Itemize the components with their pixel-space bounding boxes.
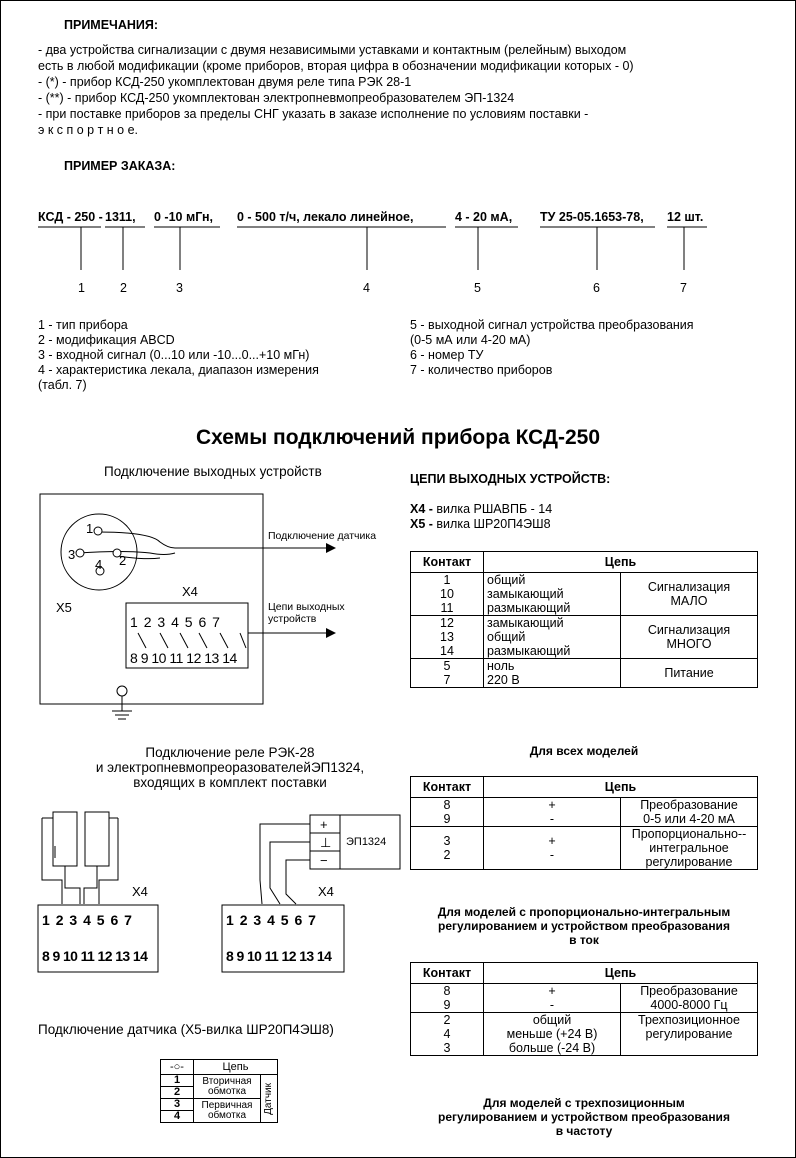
x4-pin: 14 bbox=[316, 948, 332, 964]
x5-label: X5 bbox=[56, 600, 72, 615]
text-line: МАЛО bbox=[670, 594, 708, 608]
text-line: 11 bbox=[440, 601, 454, 615]
x4-pin: 13 bbox=[204, 650, 219, 666]
table-3pos-models bbox=[410, 962, 758, 1056]
x4-pin: 4 bbox=[171, 614, 180, 630]
text-line: Сигнализация bbox=[647, 580, 731, 594]
text-line: общий bbox=[487, 630, 526, 644]
text-line: + bbox=[548, 834, 556, 848]
circuits-arrow-line: устройств bbox=[268, 613, 317, 625]
x4-pin: 8 bbox=[130, 650, 138, 666]
text-line: + bbox=[548, 798, 556, 812]
x4-pin: 1 bbox=[130, 614, 139, 630]
order-number: 7 bbox=[680, 281, 687, 295]
function-cell bbox=[621, 984, 758, 1013]
text-line: 4 bbox=[443, 1027, 451, 1041]
sensor-arrow-label: Подключение датчика bbox=[268, 530, 377, 542]
legend-item: (0-5 мА или 4-20 мА) bbox=[410, 333, 531, 347]
function-cell bbox=[621, 616, 758, 659]
order-part-tu: ТУ 25-05.1653-78, bbox=[540, 210, 644, 224]
circuits-arrow-line: Цепи выходных bbox=[268, 601, 345, 613]
order-number: 4 bbox=[363, 281, 370, 295]
table-row bbox=[411, 984, 758, 1013]
relay-title-line: и электропневмопреоразователейЭП1324, bbox=[95, 760, 365, 775]
text-line: регулирование bbox=[645, 1027, 733, 1041]
ep-x4-bottom bbox=[226, 948, 331, 964]
x4-pin: 4 bbox=[267, 912, 276, 928]
order-number: 1 bbox=[78, 281, 85, 295]
x4-connector bbox=[410, 502, 552, 517]
text-line: ноль bbox=[487, 659, 515, 673]
x4-pin: 8 bbox=[42, 948, 50, 964]
x4-pin: 4 bbox=[83, 912, 92, 928]
x4-pin: 12 bbox=[97, 948, 112, 964]
relay-title-line: Подключение реле РЭК-28 bbox=[145, 745, 315, 760]
circuits-cell bbox=[484, 659, 621, 688]
contacts-cell bbox=[411, 1013, 484, 1056]
circuits-cell bbox=[484, 1013, 621, 1056]
text-line: - bbox=[549, 812, 555, 826]
sensor-title: Подключение датчика (X5-вилка ШР20П4ЭШ8) bbox=[38, 1022, 334, 1037]
table-row bbox=[411, 659, 758, 688]
x4-pin: 5 bbox=[184, 614, 194, 630]
x4-pin: 12 bbox=[186, 650, 201, 666]
table-row bbox=[411, 827, 758, 870]
x4-pin: 7 bbox=[308, 912, 317, 928]
table-all-models bbox=[410, 551, 758, 688]
x4-pin: 1 bbox=[226, 912, 235, 928]
text-line: 220 В bbox=[487, 673, 520, 687]
x5-pin: 1 bbox=[86, 521, 94, 536]
x5-connector-label: X5 - bbox=[410, 517, 433, 531]
x5-connector-text: вилка ШР20П4ЭШ8 bbox=[432, 517, 551, 531]
x5-pin: 4 bbox=[95, 557, 103, 572]
text-line: замыкающий bbox=[487, 587, 564, 601]
order-part-output: 4 - 20 мА, bbox=[455, 210, 513, 224]
order-part-type: КСД - 250 - bbox=[38, 210, 103, 224]
x4-pin: 1 bbox=[42, 912, 51, 928]
circuits-cell bbox=[484, 616, 621, 659]
x4-pin: 13 bbox=[299, 948, 314, 964]
table-header: Контакт bbox=[411, 777, 484, 798]
text-line: замыкающий bbox=[487, 616, 564, 630]
x4-pin: 14 bbox=[222, 650, 237, 666]
x4-pin: 10 bbox=[246, 948, 262, 964]
x4-pin: 2 bbox=[239, 912, 249, 928]
text-line: 13 bbox=[440, 630, 454, 644]
sensor-side bbox=[261, 1075, 278, 1123]
table-row bbox=[411, 573, 758, 616]
x4-pin: 11 bbox=[80, 948, 95, 964]
circuits-title: ЦЕПИ ВЫХОДНЫХ УСТРОЙСТВ: bbox=[410, 472, 611, 486]
order-number: 6 bbox=[593, 281, 600, 295]
text-line: 2 bbox=[443, 1013, 451, 1027]
x4-pin: 9 bbox=[236, 948, 244, 964]
text-line: 9 bbox=[443, 812, 451, 826]
text-line: 8 bbox=[443, 984, 451, 998]
text-line: Пропорционально-- bbox=[631, 827, 747, 841]
text-line: размыкающий bbox=[487, 601, 571, 615]
x4-pin: 3 bbox=[69, 912, 79, 928]
x4-pin: 14 bbox=[132, 948, 148, 964]
circuits-cell bbox=[484, 984, 621, 1013]
x4-pin: 5 bbox=[280, 912, 290, 928]
note-line: э к с п о р т н о е. bbox=[38, 123, 139, 137]
x4-connector-text: вилка РШАВПБ - 14 bbox=[432, 502, 553, 516]
text-line: 8 bbox=[443, 798, 451, 812]
x4-pin: 9 bbox=[52, 948, 60, 964]
table-header: Цепь bbox=[484, 777, 758, 798]
text-line: больше (-24 В) bbox=[508, 1041, 596, 1055]
sensor-pin: 2 bbox=[161, 1087, 194, 1099]
sensor-pin: 3 bbox=[161, 1099, 194, 1111]
x4-pin: 7 bbox=[124, 912, 133, 928]
x4-pin: 11 bbox=[264, 948, 279, 964]
note-line: - при поставке приборов за пределы СНГ указать в заказе исполнение по условиям поставки - bbox=[38, 107, 589, 121]
x4-pin: 6 bbox=[198, 614, 208, 630]
caption-line: в частоту bbox=[555, 1124, 613, 1138]
order-title: ПРИМЕР ЗАКАЗА: bbox=[64, 159, 176, 173]
order-part-range: 0 - 500 т/ч, лекало линейное, bbox=[237, 210, 414, 224]
text-line: меньше (+24 В) bbox=[506, 1027, 598, 1041]
table-header: Контакт bbox=[411, 552, 484, 573]
relay-x4-top bbox=[42, 912, 133, 928]
text-line: 12 bbox=[440, 616, 454, 630]
x4-bottom-pins bbox=[130, 650, 237, 666]
note-line: - два устройства сигнализации с двумя независимыми уставками и контактным (релейным) выходом bbox=[38, 43, 627, 57]
text-line: Преобразование bbox=[640, 798, 738, 812]
sensor-text: Вторичная bbox=[202, 1075, 252, 1087]
ep-sign: + bbox=[320, 817, 328, 832]
text-line: интегральное bbox=[649, 841, 729, 855]
order-number: 5 bbox=[474, 281, 481, 295]
connector-symbol: -○- bbox=[161, 1060, 194, 1075]
x4-pin: 10 bbox=[62, 948, 78, 964]
caption-line: Для моделей с пропорционально-интегральным bbox=[437, 905, 731, 919]
legend-item: 2 - модификация ABCD bbox=[38, 333, 175, 347]
sensor-secondary bbox=[194, 1075, 261, 1099]
notes-title: ПРИМЕЧАНИЯ: bbox=[64, 18, 159, 32]
text-line: Преобразование bbox=[640, 984, 738, 998]
circuits-cell bbox=[484, 827, 621, 870]
x4-label: X4 bbox=[182, 584, 198, 599]
text-line: Сигнализация bbox=[647, 623, 731, 637]
table-row bbox=[411, 1013, 758, 1056]
legend-item: (табл. 7) bbox=[38, 378, 87, 392]
x5-connector bbox=[410, 517, 551, 532]
function-cell bbox=[621, 798, 758, 827]
caption-line: в ток bbox=[569, 933, 599, 947]
x4-pin: 9 bbox=[140, 650, 148, 666]
note-line: есть в любой модификации (кроме приборов, вторая цифра в обозначении модификации которых - 0) bbox=[38, 59, 634, 73]
x4-pin: 2 bbox=[143, 614, 153, 630]
contacts-cell bbox=[411, 984, 484, 1013]
ep-sign: ⊥ bbox=[320, 835, 332, 850]
sensor-table bbox=[160, 1059, 278, 1123]
contacts-cell bbox=[411, 573, 484, 616]
legend-item: 6 - номер ТУ bbox=[410, 348, 484, 362]
output-devices-title: Подключение выходных устройств bbox=[104, 464, 322, 479]
x4-pin: 12 bbox=[281, 948, 296, 964]
function-cell bbox=[621, 573, 758, 616]
circuits-cell bbox=[484, 798, 621, 827]
contacts-cell bbox=[411, 798, 484, 827]
table-row bbox=[411, 798, 758, 827]
text-line: 10 bbox=[440, 587, 454, 601]
order-number: 2 bbox=[120, 281, 127, 295]
table1-caption: Для всех моделей bbox=[529, 744, 639, 758]
sensor-text: обмотка bbox=[207, 1085, 247, 1097]
x5-pin: 3 bbox=[68, 547, 76, 562]
circuits-cell bbox=[484, 573, 621, 616]
table3-caption bbox=[400, 1096, 768, 1138]
caption-line: регулированием и устройством преобразования bbox=[438, 1110, 730, 1124]
ep-x4-label: X4 bbox=[318, 884, 334, 899]
legend-item: 5 - выходной сигнал устройства преобразования bbox=[410, 318, 694, 332]
text-line: 3 bbox=[443, 1041, 451, 1055]
schemes-title: Схемы подключений прибора КСД-250 bbox=[195, 426, 601, 449]
x4-pin: 5 bbox=[96, 912, 106, 928]
x4-pin: 11 bbox=[169, 650, 183, 666]
x4-pin: 2 bbox=[55, 912, 65, 928]
text-line: 7 bbox=[443, 673, 451, 687]
legend-item: 7 - количество приборов bbox=[410, 363, 553, 377]
text-line: общий bbox=[487, 573, 526, 587]
sensor-pin: 1 bbox=[161, 1075, 194, 1087]
caption-line: Для моделей с трехпозиционным bbox=[483, 1096, 685, 1110]
relay-x4-label: X4 bbox=[132, 884, 148, 899]
function-cell bbox=[621, 1013, 758, 1056]
function-cell bbox=[621, 659, 758, 688]
ep-x4-top bbox=[226, 912, 317, 928]
contacts-cell bbox=[411, 616, 484, 659]
order-part-input: 0 -10 мГн, bbox=[154, 210, 214, 224]
relay-title-line: входящих в комплект поставки bbox=[133, 775, 327, 790]
text-line: 1 bbox=[443, 573, 451, 587]
x4-pin: 8 bbox=[226, 948, 234, 964]
note-line: - (**) - прибор КСД-250 укомплектован электропневмопреобразователем ЭП-1324 bbox=[38, 91, 515, 105]
text-line: регулирование bbox=[645, 855, 733, 869]
text-line: - bbox=[549, 848, 555, 862]
text-line: Трехпозиционное bbox=[638, 1013, 740, 1027]
text-line: 5 bbox=[443, 659, 451, 673]
circuits-arrow-label bbox=[268, 601, 345, 625]
sensor-text: обмотка bbox=[207, 1109, 247, 1121]
sensor-side-text: Датчик bbox=[263, 1082, 274, 1115]
legend-item: 1 - тип прибора bbox=[38, 318, 128, 332]
x4-top-pins bbox=[130, 614, 221, 630]
x4-connector-label: X4 - bbox=[410, 502, 433, 516]
x4-pin: 13 bbox=[115, 948, 130, 964]
table-header: Контакт bbox=[411, 963, 484, 984]
ep-sign: − bbox=[320, 853, 328, 868]
order-part-qty: 12 шт. bbox=[667, 210, 704, 224]
x4-pin: 3 bbox=[253, 912, 263, 928]
text-line: размыкающий bbox=[487, 644, 571, 658]
table-header: Цепь bbox=[484, 963, 758, 984]
table-header: Цепь bbox=[484, 552, 758, 573]
contacts-cell bbox=[411, 827, 484, 870]
x4-pin: 6 bbox=[110, 912, 120, 928]
text-line: Питание bbox=[664, 666, 714, 680]
text-line: - bbox=[549, 998, 555, 1012]
text-line: МНОГО bbox=[666, 637, 712, 651]
legend-item: 4 - характеристика лекала, диапазон измерения bbox=[38, 363, 319, 377]
x4-pin: 10 bbox=[151, 650, 166, 666]
text-line: 9 bbox=[443, 998, 451, 1012]
text-line: общий bbox=[532, 1013, 572, 1027]
relay-title bbox=[40, 745, 420, 790]
ep-label: ЭП1324 bbox=[346, 836, 387, 848]
x5-pin: 2 bbox=[119, 553, 127, 568]
text-line: + bbox=[548, 984, 556, 998]
text-line: 2 bbox=[443, 848, 451, 862]
text-line: 0-5 или 4-20 мА bbox=[643, 812, 735, 826]
x4-pin: 7 bbox=[212, 614, 221, 630]
sensor-primary bbox=[194, 1099, 261, 1123]
contacts-cell bbox=[411, 659, 484, 688]
x4-pin: 3 bbox=[157, 614, 167, 630]
text-line: 4000-8000 Гц bbox=[650, 998, 728, 1012]
sensor-table-header: Цепь bbox=[194, 1060, 278, 1075]
x4-pin: 6 bbox=[294, 912, 304, 928]
relay-x4-bottom bbox=[42, 948, 147, 964]
table-row bbox=[411, 616, 758, 659]
order-part-modification: 1311, bbox=[105, 210, 136, 224]
sensor-pin: 4 bbox=[161, 1111, 194, 1123]
order-number: 3 bbox=[176, 281, 183, 295]
text-line: 14 bbox=[440, 644, 454, 658]
legend-item: 3 - входной сигнал (0...10 или -10...0...+10 мГн) bbox=[38, 348, 310, 362]
table2-caption bbox=[400, 905, 768, 947]
table-pi-models bbox=[410, 776, 758, 870]
text-line: 3 bbox=[443, 834, 451, 848]
order-leaders bbox=[38, 227, 707, 270]
caption-line: регулированием и устройством преобразования bbox=[438, 919, 730, 933]
note-line: - (*) - прибор КСД-250 укомплектован двумя реле типа РЭК 28-1 bbox=[38, 75, 412, 89]
function-cell bbox=[621, 827, 758, 870]
sensor-text: Первичная bbox=[201, 1099, 253, 1111]
